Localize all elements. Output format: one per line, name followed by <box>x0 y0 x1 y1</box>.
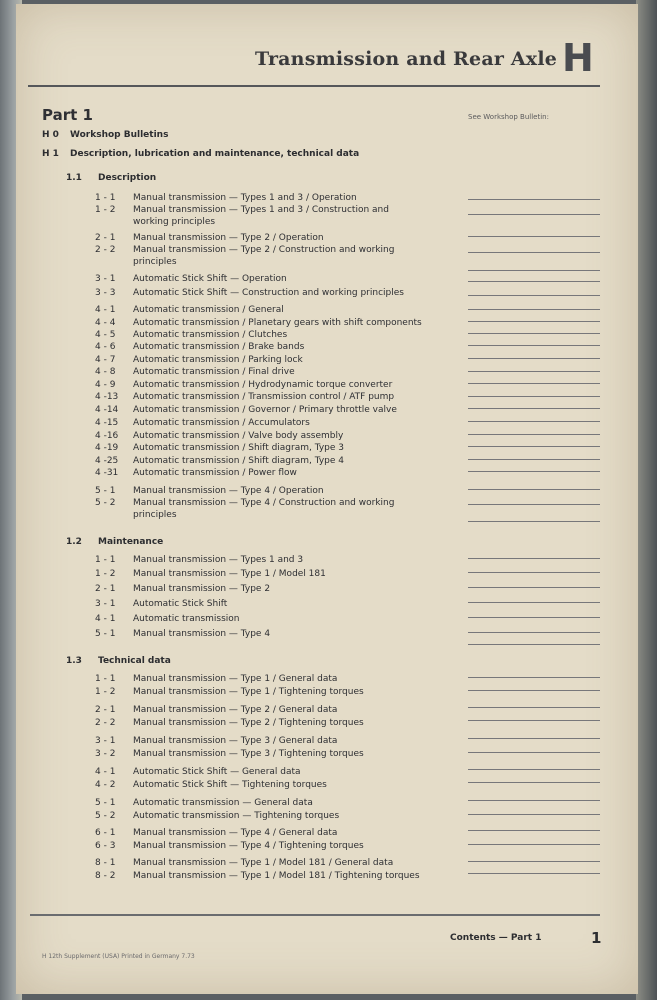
h-code: H 0 <box>42 130 59 140</box>
item-text: Manual transmission — Types 1 and 3 / Construction and <box>133 205 389 215</box>
bulletin-entry-line <box>468 383 600 384</box>
item-text: Automatic transmission / General <box>133 305 284 315</box>
item-text: Automatic transmission / Shift diagram, Type 3 <box>133 443 344 453</box>
footer-imprint: H 12th Supplement (USA) Printed in Germany 7.73 <box>42 953 195 960</box>
bulletin-entry-line <box>468 738 600 739</box>
section-description <box>66 173 156 183</box>
h-text: Description, lubrication and maintenance, technical data <box>70 149 360 159</box>
item-text: Manual transmission — Type 1 / General data <box>133 674 338 684</box>
item-text: Automatic transmission / Valve body assembly <box>133 431 344 441</box>
h-line-h0 <box>42 130 168 140</box>
item-text: Automatic transmission / Brake bands <box>133 342 305 352</box>
chapter-letter: H <box>562 36 594 80</box>
bulletin-entry-line <box>468 281 600 282</box>
bulletin-entry-line <box>468 782 600 783</box>
bulletin-entry-line <box>468 844 600 845</box>
item-text: Manual transmission — Type 1 / Tightening torques <box>133 687 364 697</box>
item-text: Automatic transmission / Planetary gears with shift components <box>133 318 422 328</box>
item-number: 4 - 9 <box>95 380 116 390</box>
item-number: 4 -13 <box>95 392 119 402</box>
bulletin-entry-line <box>468 521 600 522</box>
bulletin-entry-line <box>468 214 600 215</box>
bulletin-entry-line <box>468 358 600 359</box>
item-number: 2 - 1 <box>95 584 116 594</box>
bulletin-entry-line <box>468 587 600 588</box>
item-text: Automatic transmission / Parking lock <box>133 355 303 365</box>
item-text: Manual transmission — Type 4 / Construction and working <box>133 498 395 508</box>
item-number: 4 - 2 <box>95 780 116 790</box>
item-number: 5 - 1 <box>95 798 116 808</box>
bulletin-entry-line <box>468 345 600 346</box>
item-number: 1 - 2 <box>95 569 116 579</box>
item-text: Manual transmission — Type 4 / General data <box>133 828 338 838</box>
item-text: principles <box>133 257 177 267</box>
h-text: Workshop Bulletins <box>70 130 169 140</box>
item-text: Automatic transmission / Power flow <box>133 468 297 478</box>
item-text: Manual transmission — Type 1 / Model 181 / General data <box>133 858 394 868</box>
chapter-title: Transmission and Rear Axle <box>255 48 558 70</box>
item-text: Automatic transmission / Clutches <box>133 330 288 340</box>
item-text: Automatic transmission / Accumulators <box>133 418 310 428</box>
item-text: Manual transmission — Type 2 / General data <box>133 705 338 715</box>
section-technical-data <box>66 656 171 666</box>
item-text: Manual transmission — Type 4 / Operation <box>133 486 324 496</box>
bulletin-entry-line <box>468 459 600 460</box>
item-number: 4 -14 <box>95 405 119 415</box>
item-text: Automatic Stick Shift — Operation <box>133 274 287 284</box>
section-maintenance <box>66 537 163 547</box>
item-number: 2 - 1 <box>95 705 116 715</box>
item-text: Automatic Stick Shift — Construction and working principles <box>133 288 404 298</box>
bulletin-entry-line <box>468 720 600 721</box>
bulletin-entry-line <box>468 270 600 271</box>
item-text: Manual transmission — Type 1 / Model 181 / Tightening torques <box>133 871 420 881</box>
part-heading: Part 1 <box>42 106 93 124</box>
item-number: 4 -16 <box>95 431 119 441</box>
item-number: 5 - 2 <box>95 811 116 821</box>
item-text: Manual transmission — Type 1 / Model 181 <box>133 569 326 579</box>
item-number: 3 - 1 <box>95 599 116 609</box>
bulletin-entry-line <box>468 677 600 678</box>
footer-rule <box>30 914 600 916</box>
bulletin-entry-line <box>468 558 600 559</box>
bulletin-entry-line <box>468 333 600 334</box>
bulletin-entry-line <box>468 800 600 801</box>
bulletin-entry-line <box>468 617 600 618</box>
item-text: Manual transmission — Type 2 / Construction and working <box>133 245 395 255</box>
item-number: 4 -25 <box>95 456 119 466</box>
item-text: Automatic transmission — General data <box>133 798 313 808</box>
bulletin-entry-line <box>468 602 600 603</box>
item-number: 4 - 1 <box>95 305 116 315</box>
bulletin-entry-line <box>468 644 600 645</box>
section-title: Description <box>98 173 157 183</box>
item-text: working principles <box>133 217 216 227</box>
item-number: 6 - 3 <box>95 841 116 851</box>
item-text: Automatic Stick Shift — Tightening torques <box>133 780 327 790</box>
bulletin-entry-line <box>468 861 600 862</box>
bulletin-entry-line <box>468 408 600 409</box>
bulletin-entry-line <box>468 252 600 253</box>
page-number: 1 <box>591 929 602 947</box>
item-number: 1 - 1 <box>95 555 116 565</box>
header-rule <box>28 85 600 87</box>
item-text: Manual transmission — Type 2 <box>133 584 271 594</box>
item-text: Manual transmission — Type 4 / Tightening torques <box>133 841 364 851</box>
item-text: Manual transmission — Type 2 / Tightening torques <box>133 718 364 728</box>
item-number: 4 -15 <box>95 418 119 428</box>
section-title: Maintenance <box>98 537 164 547</box>
item-number: 4 - 1 <box>95 614 116 624</box>
bulletin-entry-line <box>468 471 600 472</box>
item-number: 8 - 2 <box>95 871 116 881</box>
bulletin-entry-line <box>468 690 600 691</box>
item-number: 5 - 1 <box>95 486 116 496</box>
item-text: principles <box>133 510 177 520</box>
item-text: Automatic Stick Shift — General data <box>133 767 301 777</box>
bulletin-entry-line <box>468 752 600 753</box>
section-number: 1.1 <box>66 173 82 183</box>
footer-contents-label: Contents — Part 1 <box>450 933 542 943</box>
bulletin-entry-line <box>468 446 600 447</box>
item-text: Manual transmission — Type 3 / General data <box>133 736 338 746</box>
section-number: 1.3 <box>66 656 82 666</box>
item-number: 8 - 1 <box>95 858 116 868</box>
bulletin-entry-line <box>468 321 600 322</box>
item-text: Automatic transmission / Hydrodynamic torque converter <box>133 380 393 390</box>
item-text: Automatic transmission <box>133 614 240 624</box>
item-number: 2 - 2 <box>95 245 116 255</box>
item-number: 1 - 2 <box>95 205 116 215</box>
item-text: Automatic transmission — Tightening torques <box>133 811 340 821</box>
bulletin-entry-line <box>468 572 600 573</box>
item-number: 4 -31 <box>95 468 119 478</box>
item-text: Manual transmission — Types 1 and 3 / Operation <box>133 193 357 203</box>
bulletin-entry-line <box>468 434 600 435</box>
item-number: 4 - 7 <box>95 355 116 365</box>
item-number: 4 - 6 <box>95 342 116 352</box>
item-number: 1 - 1 <box>95 193 116 203</box>
item-number: 3 - 1 <box>95 736 116 746</box>
item-text: Manual transmission — Type 4 <box>133 629 271 639</box>
bulletin-entry-line <box>468 489 600 490</box>
section-number: 1.2 <box>66 537 82 547</box>
bulletin-entry-line <box>468 830 600 831</box>
bulletin-entry-line <box>468 632 600 633</box>
bulletin-entry-line <box>468 199 600 200</box>
item-number: 5 - 2 <box>95 498 116 508</box>
item-text: Manual transmission — Type 2 / Operation <box>133 233 324 243</box>
item-text: Automatic Stick Shift <box>133 599 228 609</box>
item-number: 1 - 1 <box>95 674 116 684</box>
item-number: 4 - 8 <box>95 367 116 377</box>
item-number: 3 - 2 <box>95 749 116 759</box>
item-number: 5 - 1 <box>95 629 116 639</box>
item-text: Manual transmission — Types 1 and 3 <box>133 555 304 565</box>
item-text: Automatic transmission / Governor / Primary throttle valve <box>133 405 397 415</box>
bulletin-entry-line <box>468 873 600 874</box>
bulletin-entry-line <box>468 814 600 815</box>
section-title: Technical data <box>98 656 171 666</box>
bulletin-entry-line <box>468 421 600 422</box>
h-code: H 1 <box>42 149 59 159</box>
bulletin-entry-line <box>468 504 600 505</box>
bulletin-entry-line <box>468 707 600 708</box>
h-line-h1 <box>42 149 359 159</box>
bulletin-entry-line <box>468 295 600 296</box>
item-number: 4 - 5 <box>95 330 116 340</box>
item-text: Automatic transmission / Transmission control / ATF pump <box>133 392 395 402</box>
item-number: 1 - 2 <box>95 687 116 697</box>
item-text: Automatic transmission / Shift diagram, Type 4 <box>133 456 344 466</box>
bulletin-entry-line <box>468 236 600 237</box>
item-number: 4 -19 <box>95 443 119 453</box>
bulletin-entry-line <box>468 769 600 770</box>
see-bulletin-label: See Workshop Bulletin: <box>468 113 549 121</box>
bulletin-entry-line <box>468 396 600 397</box>
item-number: 2 - 1 <box>95 233 116 243</box>
bulletin-entry-line <box>468 371 600 372</box>
item-number: 2 - 2 <box>95 718 116 728</box>
item-number: 3 - 1 <box>95 274 116 284</box>
item-number: 4 - 4 <box>95 318 116 328</box>
item-number: 3 - 3 <box>95 288 116 298</box>
item-text: Manual transmission — Type 3 / Tightening torques <box>133 749 364 759</box>
item-text: Automatic transmission / Final drive <box>133 367 295 377</box>
item-number: 6 - 1 <box>95 828 116 838</box>
item-number: 4 - 1 <box>95 767 116 777</box>
bulletin-entry-line <box>468 309 600 310</box>
